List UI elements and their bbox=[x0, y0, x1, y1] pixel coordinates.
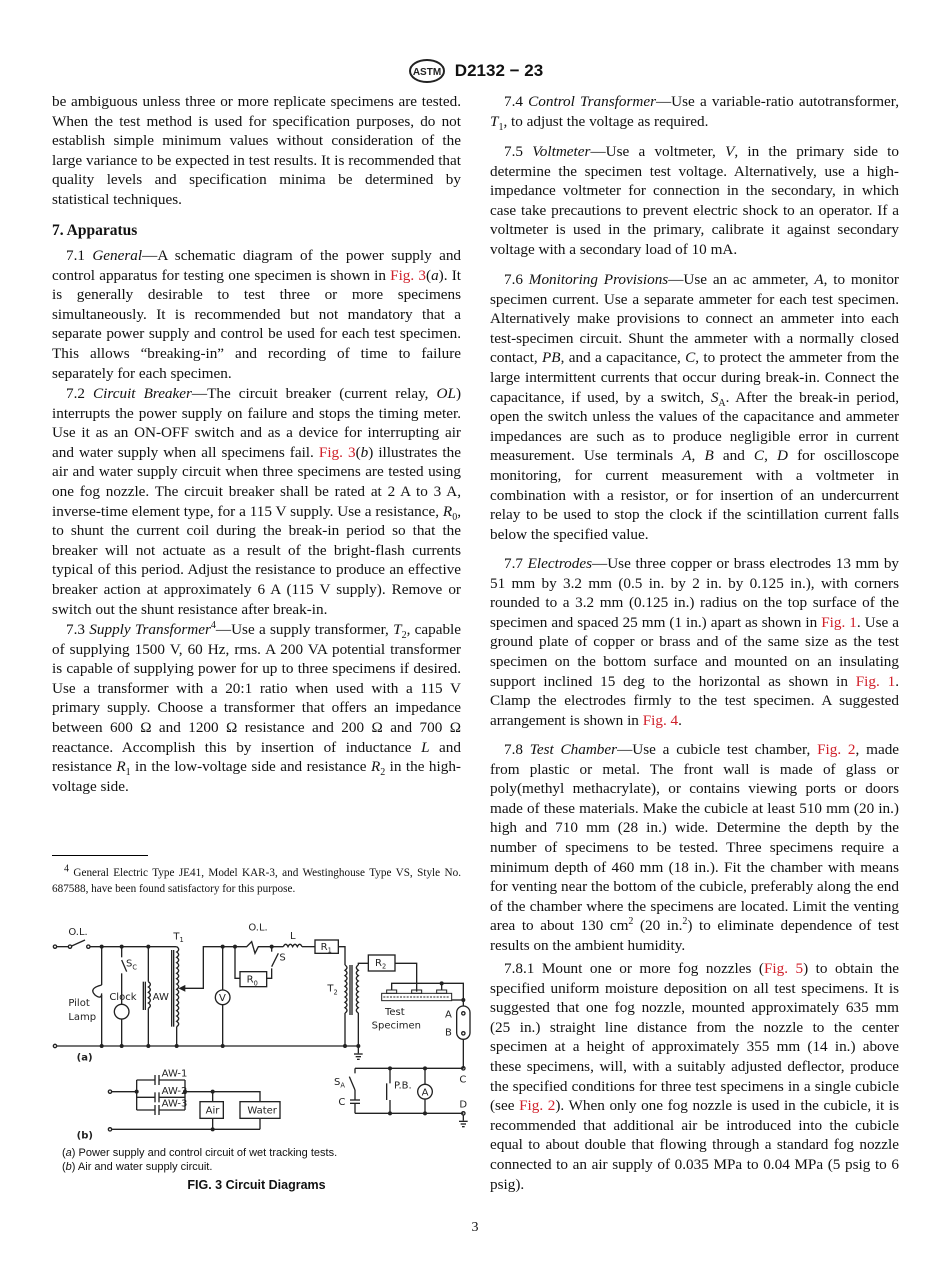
text-run: Test Chamber bbox=[529, 741, 618, 758]
label-aw2: AW-2 bbox=[161, 1086, 188, 1097]
label-specimen: Specimen bbox=[371, 1020, 422, 1032]
text-run: 2 bbox=[682, 916, 688, 928]
label-ol-2: O.L. bbox=[248, 922, 268, 934]
text-run: 1 bbox=[125, 767, 131, 779]
label-aw: AW bbox=[152, 992, 169, 1003]
label-pilot: Pilot bbox=[68, 998, 90, 1009]
label-terminal-a: A bbox=[445, 1009, 452, 1021]
text-run: Circuit Breaker bbox=[93, 385, 192, 402]
figure-link[interactable]: Fig. 2 bbox=[519, 1097, 556, 1115]
text-run: —Use an ac ammeter, bbox=[668, 271, 815, 288]
label-voltmeter: V bbox=[219, 993, 226, 1004]
text-run: . After the break-in period, open the switch unless the values of the capacitance and ammeter impedances are such as to produce negligible error in current measurement. Use terminals bbox=[490, 388, 899, 465]
text-run: S bbox=[710, 388, 719, 406]
figure-link[interactable]: Fig. 1 bbox=[855, 672, 896, 690]
text-run: 4 bbox=[64, 863, 69, 875]
figure-caption-a bbox=[62, 1147, 337, 1159]
text-run: 7.3 bbox=[66, 621, 90, 638]
text-run: 1 bbox=[498, 121, 504, 133]
text-run: B bbox=[704, 447, 714, 465]
text-run: —Use a variable-ratio autotransformer, bbox=[655, 93, 900, 110]
text-run: 2 bbox=[401, 630, 407, 642]
text-run: C bbox=[685, 349, 696, 367]
paragraph-7-1 bbox=[52, 246, 461, 383]
text-run: —The circuit breaker (current relay, bbox=[191, 385, 437, 402]
label-lamp: Lamp bbox=[68, 1012, 97, 1023]
text-run: , and a capacitance, bbox=[560, 349, 686, 367]
figure-title: FIG. 3 Circuit Diagrams bbox=[187, 1178, 326, 1192]
text-run: A bbox=[682, 447, 692, 465]
label-terminal-b: B bbox=[445, 1027, 452, 1039]
text-run: ( bbox=[62, 1147, 66, 1159]
text-run: . Clamp the electrodes firmly to the test specimen. A suggested arrangement is shown in bbox=[490, 672, 899, 729]
label-sa: $S_A$ bbox=[334, 1077, 345, 1090]
label-l: L bbox=[290, 931, 296, 942]
text-run: , capable of supplying 1500 V, 60 Hz, rms. A 200 VA potential transformer is capable of supplying power for up to three specimens if desired. Use a transformer with a 20:1 ratio when used with a 115 V primary supply. Choose a transformer that offers an impedance between 600 Ω and 1200 Ω resistance and 200 Ω and 700 Ω reactance. Accomplish this by insertion of inductance bbox=[52, 621, 462, 756]
figure-link[interactable]: Fig. 3 bbox=[318, 443, 356, 461]
label-r2: $R_2$ bbox=[375, 958, 387, 971]
text-run: a bbox=[431, 266, 439, 284]
text-run: , to protect the ammeter from the large intermittent currents that occur during break-in. Connect the capacitance, if used, by a switch, bbox=[490, 349, 899, 406]
label-sc: $S_C$ bbox=[126, 958, 138, 972]
text-run: V bbox=[725, 143, 735, 160]
text-run: D bbox=[776, 447, 788, 465]
label-r0: $R_0$ bbox=[246, 974, 258, 988]
text-run: R bbox=[442, 502, 453, 520]
text-run: —A schematic diagram of the power supply and control apparatus for testing one specimen is shown in bbox=[52, 247, 462, 284]
paragraph-7-2 bbox=[52, 384, 461, 619]
paragraph-7-6 bbox=[490, 270, 899, 544]
label-ol: O.L. bbox=[68, 927, 88, 938]
page-header bbox=[0, 58, 950, 84]
text-run: 7.1 bbox=[66, 247, 93, 264]
label-water: Water bbox=[247, 1105, 277, 1117]
text-run: T bbox=[490, 112, 499, 130]
text-run: 7.7 bbox=[504, 555, 528, 572]
text-run: 2 bbox=[380, 767, 386, 779]
label-aw3: AW-3 bbox=[161, 1098, 188, 1110]
text-run: A bbox=[718, 397, 726, 409]
paragraph-7-7 bbox=[490, 554, 899, 730]
text-run: A bbox=[814, 271, 824, 288]
text-run: , bbox=[764, 447, 777, 465]
section-heading-apparatus: 7. Apparatus bbox=[52, 222, 138, 239]
text-run: b bbox=[360, 443, 369, 461]
text-run: Monitoring Provisions bbox=[528, 271, 669, 288]
label-capacitor-c: C bbox=[338, 1097, 346, 1108]
paragraph-7-8 bbox=[490, 740, 899, 956]
label-terminal-c: C bbox=[459, 1074, 467, 1086]
text-run: ). When only one fog nozzle is used in the cubicle, it is recommended that additional air be introduced into the cubicle equal to about double that flowing through a standard fog nozzle connected to an air supply of 0.035 MPa to 0.04 MPa (5 psig to 6 psig). bbox=[490, 1097, 900, 1193]
label-test: Test bbox=[385, 1007, 405, 1018]
text-run: ) Power supply and control circuit of wet tracking tests. bbox=[71, 1147, 338, 1159]
text-run: ( bbox=[355, 443, 361, 461]
text-run: 4 bbox=[210, 619, 216, 631]
text-run: L bbox=[421, 738, 430, 756]
label-ammeter: A bbox=[421, 1087, 429, 1099]
text-run: . Use a ground plate of copper or brass and of the same size as the test specimen on the bottom surface and mounted on an insulating support inclined 15 deg to the horizontal as shown in bbox=[490, 613, 899, 690]
text-run: in the low-voltage side and resistance bbox=[130, 758, 371, 776]
text-run: , to adjust the voltage as required. bbox=[503, 112, 709, 130]
text-run: 7.2 bbox=[66, 385, 94, 402]
text-run: 7.8.1 Mount one or more fog nozzles ( bbox=[504, 960, 764, 977]
text-run: PB bbox=[542, 349, 561, 367]
text-run: a bbox=[65, 1147, 72, 1159]
text-run: T bbox=[393, 621, 402, 638]
text-run: General bbox=[92, 247, 143, 264]
paragraph-7-5 bbox=[490, 142, 899, 260]
text-run: , to monitor specimen current. Use a separate ammeter for each test specimen. Alternatively make provisions to connect an ammeter into each test-specimen circuit. Shunt the ammeter with a normally closed contact, bbox=[490, 271, 899, 367]
figure-link[interactable]: Fig. 3 bbox=[390, 266, 426, 284]
text-run: 7.8 bbox=[504, 741, 530, 758]
text-run: —Use a supply transformer, bbox=[215, 621, 394, 638]
label-s: S bbox=[279, 952, 286, 964]
text-run: ) Air and water supply circuit. bbox=[71, 1161, 213, 1173]
label-t2: $T_2$ bbox=[327, 983, 338, 997]
text-run: , to shunt the current coil during the break-in period so that the breaker will not actuate as a result of the bright-flash currents typical of this period. Adjust the resistance to produce an effective breaker action at approximately 6 A (115 V supply). Remove or switch out the shunt resistance after break-in. bbox=[52, 502, 461, 618]
text-run: ). It is generally desirable to test three or more specimens simultaneously. It is recommended but not mandatory that a separate power supply and control be used for each test specimen. This allows “breaking-in” and recording of time to failure separately for each specimen. bbox=[52, 266, 461, 382]
label-clock: Clock bbox=[109, 992, 137, 1003]
label-part-a: (a) bbox=[76, 1052, 93, 1064]
figure-link[interactable]: Fig. 4 bbox=[642, 711, 679, 729]
text-run: R bbox=[116, 758, 126, 776]
text-run: —Use a voltmeter, bbox=[590, 143, 726, 160]
figure-link[interactable]: Fig. 5 bbox=[763, 960, 804, 977]
text-run: C bbox=[753, 447, 765, 465]
label-aw1: AW-1 bbox=[161, 1068, 188, 1080]
text-run: 7.6 bbox=[504, 271, 529, 288]
document-id: D2132 − 23 bbox=[454, 61, 544, 80]
paragraph-continuation bbox=[52, 92, 461, 210]
text-run: 0 bbox=[452, 511, 458, 523]
footnote-divider bbox=[52, 855, 148, 856]
text-run: , bbox=[691, 447, 705, 465]
page-number: 3 bbox=[471, 1220, 479, 1235]
text-run: ) interrupts the power supply on failure and stops the timing meter. Use it as an ON-OFF switch and as a device for interrupting air and water supply when all specimens fail. bbox=[52, 385, 462, 461]
text-run: and resistance bbox=[52, 738, 461, 776]
paragraph-7-3 bbox=[52, 620, 461, 796]
astm-logo-icon bbox=[407, 58, 447, 84]
text-run: ) illustrates the air and water supply circuit when three specimens are tested using one fog nozzle. The circuit breaker shall be rated at 2 A to 3 A, inverse-time element type, for a 115 V supply. Use a resistance, bbox=[52, 443, 461, 520]
text-run: OL bbox=[436, 385, 456, 402]
text-run: and bbox=[713, 447, 754, 465]
text-run: , in the primary side to determine the specimen test voltage. Alternatively, use a high-impedance voltmeter for connection in the secondary, in which case take precautions to prevent electric shock to an operator. If a voltmeter is used in the primary, calibrate it against secondary voltage with a secondary load of 10 mA. bbox=[490, 143, 899, 258]
text-run: ) to eliminate dependence of test results on the ambient humidity. bbox=[490, 917, 900, 954]
text-run: ( bbox=[426, 266, 432, 284]
text-run: for oscilloscope monitoring, for current measurement with a voltmeter in combination with a resistor, or for insertion of an undercurrent relay to be used to stop the clock if the scintillation current falls below the specified value. bbox=[490, 447, 899, 543]
figure-caption-b bbox=[62, 1161, 212, 1173]
label-r1: $R_1$ bbox=[320, 942, 332, 955]
text-run: ) to obtain the specified uniform moisture deposition on all test specimens. It is suggested that one fog nozzle, mounted approximately 635 mm (25 in.) straight line distance from the nozzle to the center specimen at a height of approximately 355 mm (14 in.) above these specimens, will, with a suitably adjusted deflector, produce the specified conditions for three test specimens in a single cubicle (see bbox=[490, 960, 899, 1115]
text-run: in the high-voltage side. bbox=[52, 758, 461, 795]
label-pb: P.B. bbox=[394, 1080, 412, 1092]
text-run: Electrodes bbox=[527, 555, 593, 572]
text-run: b bbox=[65, 1161, 72, 1173]
label-part-b: (b) bbox=[76, 1130, 93, 1142]
text-run: R bbox=[370, 758, 381, 776]
footnote-4 bbox=[52, 865, 461, 897]
svg-text:ASTM: ASTM bbox=[412, 67, 441, 78]
text-run: —Use three copper or brass electrodes 13 mm by 51 mm by 3.2 mm (0.5 in. by 2 in. by 0.125 in.), with corners rounded to a 3.2 mm (0.125 in.) radius on the top surface of the specimen and spaced 25 mm (1 in.) apart as shown in bbox=[490, 555, 900, 631]
figure-link[interactable]: Fig. 1 bbox=[821, 613, 857, 631]
label-t1: $T_1$ bbox=[173, 931, 184, 944]
text-run: , made from plastic or metal. The front wall is made of glass or poly(methyl methacrylate), or contains viewing ports or doors made of these materials. Make the cubicle at least 510 mm (20 in.) high and 710 mm (28 in.) wide. Determine the depth by the number of specimens to be tested. Three specimens require a minimum depth of 460 mm (18 in.). Fit the chamber with means for venting near the bottom of the cubicle, preferably along the end of the chamber where the specimens are located. Limit the venting area to about 130 cm bbox=[490, 741, 900, 935]
text-run: . bbox=[678, 711, 682, 729]
circuit-b-wiring bbox=[108, 1075, 280, 1131]
circuit-a-wiring bbox=[53, 940, 470, 1127]
text-run: —Use a cubicle test chamber, bbox=[617, 741, 818, 758]
text-run: Supply Transformer bbox=[89, 621, 211, 638]
figure-link[interactable]: Fig. 2 bbox=[817, 741, 856, 758]
text-run: 7.4 bbox=[504, 93, 529, 110]
paragraph-7-4 bbox=[490, 92, 899, 131]
paragraph-7-8-1 bbox=[490, 959, 899, 1194]
circuit-labels bbox=[68, 923, 467, 1142]
text-run: 7.5 bbox=[504, 143, 533, 160]
text-run: Voltmeter bbox=[532, 143, 591, 160]
label-air: Air bbox=[205, 1105, 220, 1117]
text-run: General Electric Type JE41, Model KAR-3, and Westinghouse Type VS, Style No. 687588, have been found satisfactory for this purpose. bbox=[52, 867, 461, 895]
text-run: ( bbox=[62, 1161, 66, 1173]
text-run: 2 bbox=[628, 916, 634, 928]
label-terminal-d: D bbox=[459, 1099, 468, 1111]
text-run: Control Transformer bbox=[528, 93, 656, 110]
text-run: be ambiguous unless three or more replicate specimens are tested. When the test method is used for specification purposes, do not establish simple minimum values without consideration of the large variance to be expected in test results. It is recommended that quality levels and specification minima be determined by statistical techniques. bbox=[52, 93, 461, 208]
text-run: (20 in. bbox=[633, 917, 683, 935]
